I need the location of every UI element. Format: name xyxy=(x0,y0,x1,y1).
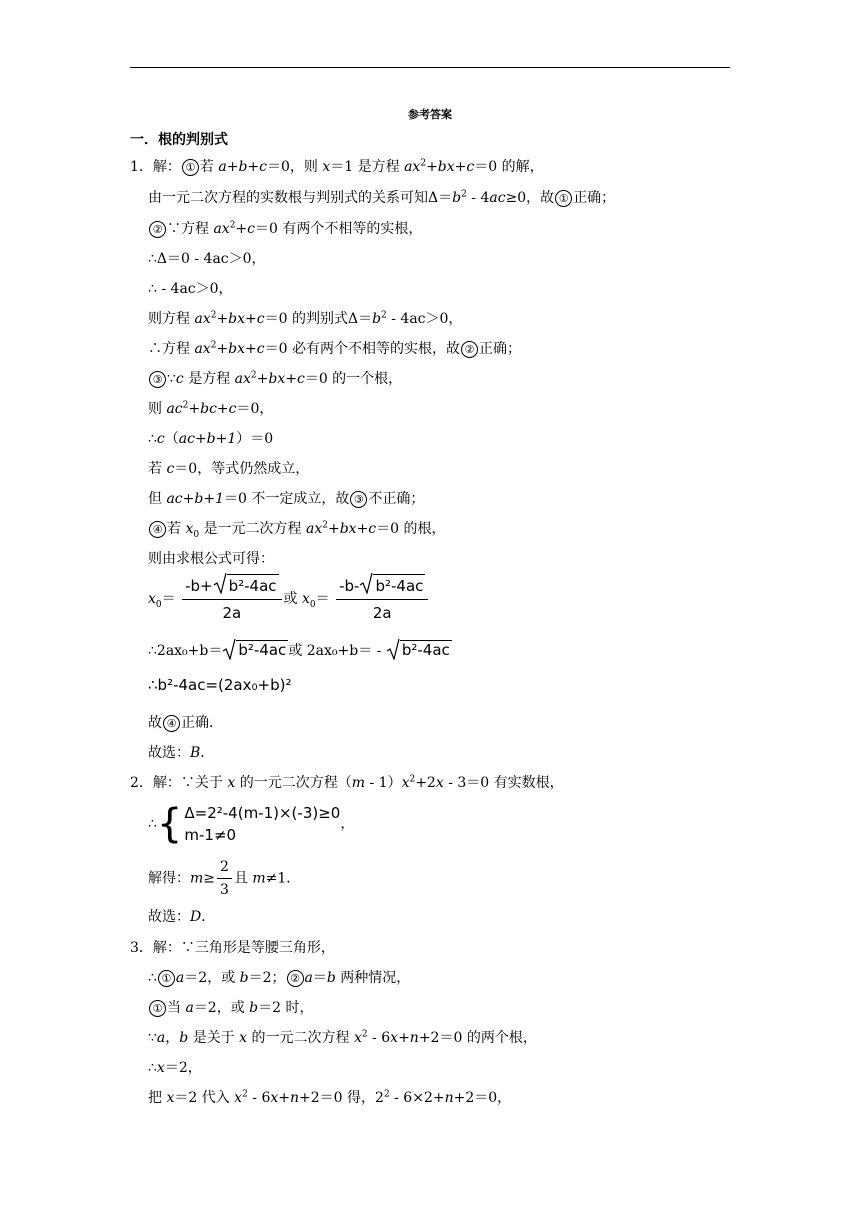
circled-four-icon: ④ xyxy=(163,715,180,732)
q3-line-4: ∵a，b 是关于 x 的一元二次方程 $x^2 - 6x+n+2=0$ 的两个根， xyxy=(148,1029,537,1046)
quadratic-formula: $x_0=$ -b+ b²-4ac 2a 或 $x_0=$ -b- b²-4ac 2a xyxy=(148,574,430,624)
q1-line-11: 若 c＝0，等式仍然成立， xyxy=(148,461,310,477)
circled-two-icon: ② xyxy=(149,221,166,238)
circled-one-icon: ① xyxy=(149,1000,166,1017)
q2-solution: 解得：m≥ $\frac{2}{3}$ 且 m≠1． xyxy=(148,859,301,898)
q1-line-12: 但 ac+b+1＝0 不一定成立，故 ③ 不正确； xyxy=(148,491,425,507)
q1-line-1: 1．解： ① 若 a+b+c＝0，则 x＝1 是方程 $ax^2+bx+c=0$ 的解， xyxy=(130,158,544,175)
circled-three-icon: ③ xyxy=(149,371,166,388)
formula-fraction-plus: -b+ b²-4ac 2a xyxy=(182,574,281,624)
q1-line-13: ④ 若 $x_0$ 是一元二次方程 $ax^2+bx+c=0$ 的根， xyxy=(148,520,446,538)
q1-line-2: 由一元二次方程的实数根与判别式的关系可知$\Delta=b^2 - 4ac\ge 0$，故 ① 正确； xyxy=(148,189,616,206)
circled-one-icon: ① xyxy=(158,970,175,987)
q1-line-3: ② ∵方程 $ax^2+c=0$ 有两个不相等的实根， xyxy=(148,220,422,238)
q2-line-1: 2．解：∵关于 x 的一元二次方程$(m - 1)x^2+2x - 3=0$ 有实数根， xyxy=(130,774,564,791)
header-rule xyxy=(130,67,730,68)
q1-line-9: 则 $ac^2+bc+c=0$， xyxy=(148,400,274,417)
circled-two-icon: ② xyxy=(461,341,478,358)
circled-two-icon: ② xyxy=(287,970,304,987)
section-heading: 一．根的判别式 xyxy=(130,132,228,148)
circled-one-icon: ① xyxy=(555,190,572,207)
q1-line-10: ∴c（ac+b+1）＝0 xyxy=(148,431,274,447)
q2-answer: 故选：D． xyxy=(148,909,216,925)
q1-line-14: 则由求根公式可得： xyxy=(148,551,274,567)
q1-line-18: 故 ④ 正确． xyxy=(148,715,223,731)
q3-line-1: 3．解：∵三角形是等腰三角形， xyxy=(130,940,335,956)
page-title: 参考答案 xyxy=(408,108,452,121)
q1-line-17: ∴b²-4ac=(2ax₀+b)² xyxy=(148,676,292,694)
brace-icon: { xyxy=(156,801,183,847)
formula-fraction-minus: -b- b²-4ac 2a xyxy=(336,574,428,624)
q3-line-2: ∴ ① a＝2，或 b＝2； ② a＝b 两种情况， xyxy=(148,970,411,986)
q1-line-4: ∴Δ＝0 - 4ac＞0， xyxy=(148,251,266,267)
q1-line-5: ∴ - 4ac＞0， xyxy=(148,281,233,297)
q1-line-7: ∴方程 $ax^2+bx+c=0$ 必有两个不相等的实根，故 ② 正确； xyxy=(148,340,521,357)
q3-line-6: 把 x＝2 代入 $x^2 - 6x+n+2=0$ 得，$2^2 - 6\times 2+n+2=0$， xyxy=(148,1089,512,1106)
q1-line-8: ③ ∵c 是方程 $ax^2+bx+c=0$ 的一个根， xyxy=(148,370,402,388)
q1-line-16: ∴2ax₀+b＝ b²-4ac 或 2ax₀+b＝ - b²-4ac xyxy=(148,641,450,659)
q1-line-6: 则方程 $ax^2+bx+c=0$ 的判别式$\Delta=b^2 - 4ac>0$， xyxy=(148,310,463,327)
circled-one-icon: ① xyxy=(182,159,199,176)
q1-answer: 故选：B． xyxy=(148,745,215,761)
q3-line-5: ∴x＝2， xyxy=(148,1060,202,1076)
q3-line-3: ① 当 a＝2，或 b＝2 时， xyxy=(148,999,314,1017)
q2-system: ∴ { Δ=2²-4(m-1)×(-3)≥0 m-1≠0 ， xyxy=(148,801,355,847)
circled-four-icon: ④ xyxy=(149,521,166,538)
circled-three-icon: ③ xyxy=(350,491,367,508)
